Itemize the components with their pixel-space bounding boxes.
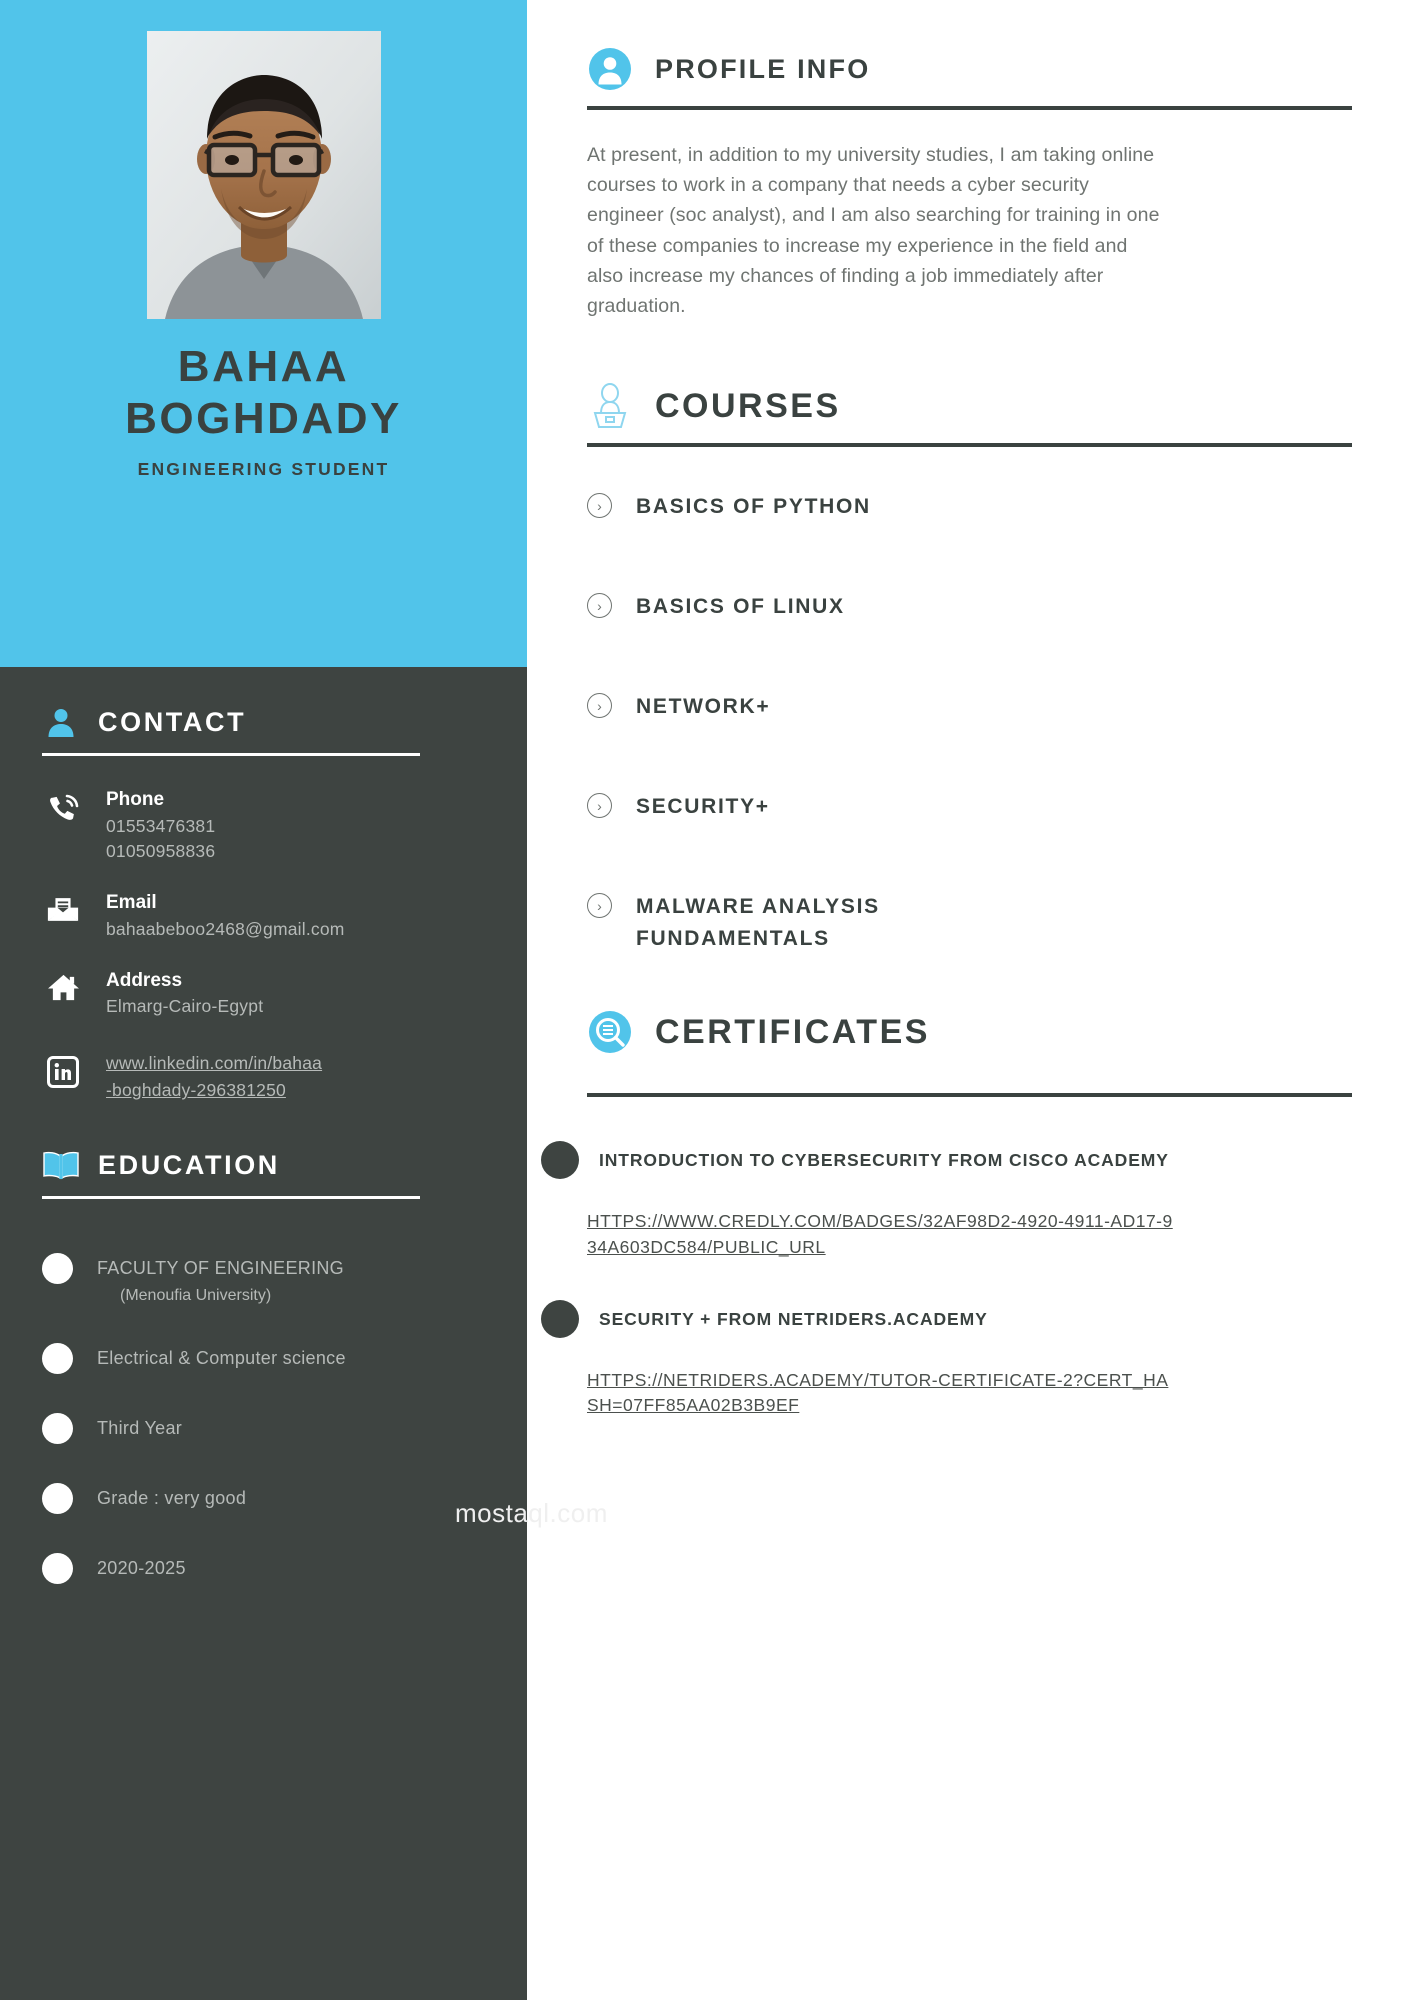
linkedin-url-line-2[interactable]: -boghdady-296381250 xyxy=(106,1080,286,1101)
course-item-0: BASICS OF PYTHON xyxy=(636,495,871,519)
chevron-right-circle-icon: › xyxy=(587,693,612,718)
contact-address-body xyxy=(106,967,263,1020)
education-item-4: 2020-2025 xyxy=(97,1557,186,1578)
first-name: BAHAA xyxy=(177,342,350,391)
contact-list xyxy=(42,786,485,1104)
contact-row-linkedin[interactable] xyxy=(42,1050,485,1104)
sidebar-header xyxy=(0,0,527,667)
education-item-1: Electrical & Computer science xyxy=(97,1347,346,1368)
last-name: BOGHDADY xyxy=(125,393,402,443)
main-content xyxy=(527,0,1414,2000)
contact-row-email xyxy=(42,889,485,942)
list-item xyxy=(42,1323,485,1393)
contact-phone-body xyxy=(106,786,215,865)
course-item-4: MALWARE ANALYSIS FUNDAMENTALS xyxy=(636,895,880,950)
sidebar xyxy=(0,0,527,2000)
bullet-dot-icon xyxy=(42,1253,73,1284)
certificate-0-name: INTRODUCTION TO CYBERSECURITY FROM CISCO ACADEMY xyxy=(599,1149,1169,1170)
phone-icon xyxy=(42,786,84,826)
email-icon xyxy=(42,889,84,924)
linkedin-url-line-1[interactable]: www.linkedin.com/in/bahaa xyxy=(106,1053,323,1074)
list-item xyxy=(42,1463,485,1533)
bullet-dot-icon xyxy=(42,1413,73,1444)
list-item xyxy=(587,591,1352,691)
list-item xyxy=(587,1300,1352,1419)
profile-info-header xyxy=(587,46,1352,92)
list-item xyxy=(587,791,1352,891)
contact-phone-label: Phone xyxy=(106,789,165,810)
courses-list xyxy=(587,491,1352,961)
education-list xyxy=(42,1233,485,1603)
courses-section xyxy=(587,321,1352,961)
contact-address-value: Elmarg-Cairo-Egypt xyxy=(106,996,264,1017)
certificates-divider xyxy=(587,1093,1352,1097)
certificate-1-url[interactable]: HTTPS://NETRIDERS.ACADEMY/TUTOR-CERTIFICATE-2?CERT_HASH=07FF85AA02B3B9EF xyxy=(587,1370,1169,1416)
avatar xyxy=(147,31,381,319)
course-item-3: SECURITY+ xyxy=(636,795,770,819)
education-section-header xyxy=(42,1128,485,1184)
profile-info-title: PROFILE INFO xyxy=(655,53,871,84)
chevron-right-circle-icon: › xyxy=(587,593,612,618)
list-item xyxy=(42,1393,485,1463)
contact-divider xyxy=(42,753,420,756)
certificates-title: CERTIFICATES xyxy=(655,1012,930,1051)
courses-title: COURSES xyxy=(655,386,841,425)
sidebar-body xyxy=(0,667,527,2000)
education-item-3: Grade : very good xyxy=(97,1487,247,1508)
job-title: ENGINEERING STUDENT xyxy=(137,458,390,479)
page-title xyxy=(125,341,402,445)
contact-phone-value-2: 01050958836 xyxy=(106,841,216,862)
list-item xyxy=(587,491,1352,591)
courses-divider xyxy=(587,443,1352,447)
list-item xyxy=(42,1533,485,1603)
chevron-right-circle-icon: › xyxy=(587,493,612,518)
list-item xyxy=(587,1141,1352,1260)
bullet-dot-icon xyxy=(42,1483,73,1514)
certificate-0-heading xyxy=(541,1141,1352,1179)
education-section-title: EDUCATION xyxy=(98,1149,280,1180)
open-book-icon xyxy=(42,1146,80,1184)
linkedin-body[interactable] xyxy=(106,1050,322,1104)
contact-email-body xyxy=(106,889,345,942)
certificates-section xyxy=(587,961,1352,1419)
contact-row-phone xyxy=(42,786,485,865)
bullet-dot-icon xyxy=(541,1300,579,1338)
profile-info-section xyxy=(587,0,1352,321)
contact-address-label: Address xyxy=(106,969,183,991)
bullet-dot-icon xyxy=(42,1553,73,1584)
course-item-1: BASICS OF LINUX xyxy=(636,595,845,619)
user-circle-icon xyxy=(587,46,633,92)
home-icon xyxy=(42,967,84,1002)
chevron-right-circle-icon: › xyxy=(587,893,612,918)
courses-header xyxy=(587,383,1352,429)
course-item-2: NETWORK+ xyxy=(636,695,771,719)
education-divider xyxy=(42,1196,420,1199)
profile-info-body: At present, in addition to my university studies, I am taking online courses to work in a company that needs a cyber security engineer (soc analyst), and I am also searching for training in one of these companies to increase my experience in the field and also increase my chances of finding a job immediately after graduation. xyxy=(587,144,1160,318)
education-item-2: Third Year xyxy=(97,1417,183,1438)
bullet-dot-icon xyxy=(541,1141,579,1179)
certificates-list xyxy=(587,1141,1352,1419)
person-icon xyxy=(42,703,80,741)
contact-phone-value-1: 01553476381 xyxy=(106,815,216,836)
bullet-dot-icon xyxy=(42,1343,73,1374)
watermark: mostaql.com xyxy=(455,1498,608,1528)
education-item-0-sub: (Menoufia University) xyxy=(120,1287,272,1305)
contact-section-header xyxy=(42,667,485,741)
certificate-1-name: SECURITY + FROM NETRIDERS.ACADEMY xyxy=(599,1308,988,1329)
magnifier-document-icon xyxy=(587,1009,633,1055)
certificate-1-heading xyxy=(541,1300,1352,1338)
lectern-icon xyxy=(587,383,633,429)
chevron-right-circle-icon: › xyxy=(587,793,612,818)
contact-section-title: CONTACT xyxy=(98,706,247,737)
list-item xyxy=(587,891,1352,961)
certificates-header xyxy=(587,1009,1352,1055)
linkedin-icon xyxy=(42,1050,84,1088)
certificate-0-url[interactable]: HTTPS://WWW.CREDLY.COM/BADGES/32AF98D2-4920-4911-AD17-934A603DC584/PUBLIC_URL xyxy=(587,1211,1173,1257)
contact-row-address xyxy=(42,967,485,1020)
contact-email-value: bahaabeboo2468@gmail.com xyxy=(106,918,345,939)
profile-info-divider xyxy=(587,106,1352,110)
education-item-0: FACULTY OF ENGINEERING xyxy=(97,1257,344,1278)
contact-email-label: Email xyxy=(106,892,157,914)
list-item xyxy=(587,691,1352,791)
